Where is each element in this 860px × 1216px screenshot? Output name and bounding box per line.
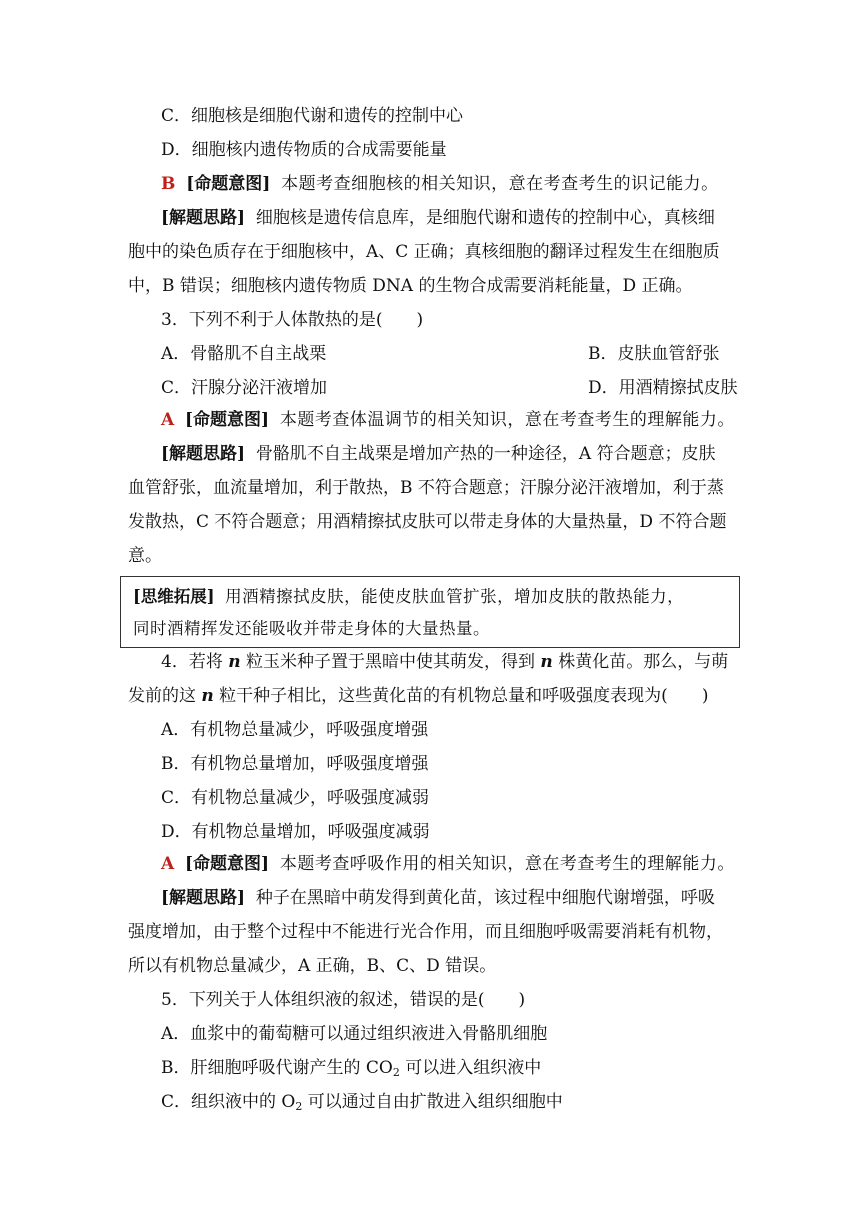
q3-option-d: D．用酒精擦拭皮肤 bbox=[588, 378, 738, 398]
box-line-1 bbox=[133, 583, 684, 607]
q3-solution-line-2: 血管舒张，血流量增加，利于散热，B 不符合题意；汗腺分泌汗液增加，利于蒸 bbox=[128, 478, 724, 498]
q4-option-a: A．有机物总量减少，呼吸强度增强 bbox=[161, 720, 429, 740]
q4-solution-line-2: 强度增加，由于整个过程中不能进行光合作用，而且细胞呼吸需要消耗有机物， bbox=[128, 922, 723, 942]
q3-solution-line-4: 意。 bbox=[128, 546, 162, 566]
solution-text: 细胞核是遗传信息库，是细胞代谢和遗传的控制中心，真核细 bbox=[255, 208, 715, 228]
intent-tag: [命题意图] bbox=[186, 174, 271, 194]
q5-option-a: A．血浆中的葡萄糖可以通过组织液进入骨骼肌细胞 bbox=[161, 1024, 548, 1044]
q4-solution-line-3: 所以有机物总量减少，A 正确，B、C、D 错误。 bbox=[128, 956, 497, 976]
intent-tag: [命题意图] bbox=[185, 854, 270, 874]
box-line-2 bbox=[133, 615, 490, 639]
q3-option-row-2 bbox=[161, 378, 738, 398]
q4-option-d: D．有机物总量增加，呼吸强度减弱 bbox=[161, 822, 430, 842]
q5c-text-2: 可以通过自由扩散进入组织细胞中 bbox=[302, 1092, 563, 1112]
option-d: D．细胞核内遗传物质的合成需要能量 bbox=[161, 140, 447, 160]
q3-option-row-1 bbox=[161, 344, 720, 364]
solution-line-2: 胞中的染色质存在于细胞核中，A、C 正确；真核细胞的翻译过程发生在细胞质 bbox=[128, 242, 720, 262]
solution-text: 种子在黑暗中萌发得到黄化苗，该过程中细胞代谢增强，呼吸 bbox=[255, 888, 715, 908]
answer-letter: A bbox=[161, 854, 175, 874]
question-4-line-1 bbox=[161, 652, 728, 672]
solution-text: 骨骼肌不自主战栗是增加产热的一种途径，A 符合题意；皮肤 bbox=[255, 444, 716, 464]
q4-text-b: 粒玉米种子置于黑暗中使其萌发，得到 bbox=[240, 652, 541, 672]
q4-option-c: C．有机物总量减少，呼吸强度减弱 bbox=[161, 788, 430, 808]
answer-line-q2 bbox=[161, 174, 719, 194]
q4-text-d: 发前的这 bbox=[128, 686, 202, 706]
subscript: 2 bbox=[295, 1100, 303, 1113]
solution-tag: [解题思路] bbox=[161, 888, 246, 908]
variable-n: n bbox=[201, 686, 214, 706]
variable-n: n bbox=[228, 652, 241, 672]
q5-option-c bbox=[161, 1092, 563, 1112]
q4-text-c: 株黄化苗。那么，与萌 bbox=[552, 652, 729, 672]
answer-line-q4 bbox=[161, 854, 735, 874]
intent-text: 本题考查细胞核的相关知识，意在考查考生的识记能力。 bbox=[281, 174, 719, 194]
question-4-line-2 bbox=[128, 686, 708, 706]
answer-letter: A bbox=[161, 410, 175, 430]
question-3: 3．下列不利于人体散热的是( ) bbox=[161, 310, 424, 330]
q5b-text-1: B．肝细胞呼吸代谢产生的 CO bbox=[161, 1058, 393, 1078]
q4-text-a: 4．若将 bbox=[161, 652, 229, 672]
solution-line-1 bbox=[161, 208, 715, 228]
question-5: 5．下列关于人体组织液的叙述，错误的是( ) bbox=[161, 990, 526, 1010]
q3-solution-line-1 bbox=[161, 444, 716, 464]
box-tag: [思维拓展] bbox=[133, 587, 215, 606]
intent-text: 本题考查体温调节的相关知识，意在考查考生的理解能力。 bbox=[279, 410, 735, 430]
variable-n: n bbox=[540, 652, 553, 672]
box-text-2: 同时酒精挥发还能吸收并带走身体的大量热量。 bbox=[133, 619, 490, 638]
q3-solution-line-3: 发散热，C 不符合题意；用酒精擦拭皮肤可以带走身体的大量热量，D 不符合题 bbox=[128, 512, 727, 532]
q5c-text-1: C．组织液中的 O bbox=[161, 1092, 296, 1112]
intent-text: 本题考查呼吸作用的相关知识，意在考查考生的理解能力。 bbox=[279, 854, 735, 874]
q3-option-c: C．汗腺分泌汗液增加 bbox=[161, 378, 328, 398]
q4-solution-line-1 bbox=[161, 888, 715, 908]
option-c: C．细胞核是细胞代谢和遗传的控制中心 bbox=[161, 106, 464, 126]
q5b-text-2: 可以进入组织液中 bbox=[399, 1058, 542, 1078]
q4-option-b: B．有机物总量增加，呼吸强度增强 bbox=[161, 754, 429, 774]
intent-tag: [命题意图] bbox=[185, 410, 270, 430]
subscript: 2 bbox=[392, 1066, 400, 1079]
q3-option-b: B．皮肤血管舒张 bbox=[588, 344, 720, 364]
q5-option-b bbox=[161, 1058, 541, 1078]
solution-line-3: 中，B 错误；细胞核内遗传物质 DNA 的生物合成需要消耗能量，D 正确。 bbox=[128, 276, 693, 296]
box-text-1: 用酒精擦拭皮肤，能使皮肤血管扩张，增加皮肤的散热能力， bbox=[225, 587, 685, 606]
answer-line-q3 bbox=[161, 410, 735, 430]
q3-option-a: A．骨骼肌不自主战栗 bbox=[161, 344, 327, 364]
solution-tag: [解题思路] bbox=[161, 444, 246, 464]
solution-tag: [解题思路] bbox=[161, 208, 246, 228]
thinking-extension-box bbox=[120, 576, 740, 648]
q4-text-e: 粒干种子相比，这些黄化苗的有机物总量和呼吸强度表现为( ) bbox=[213, 686, 709, 706]
answer-letter: B bbox=[161, 174, 176, 194]
